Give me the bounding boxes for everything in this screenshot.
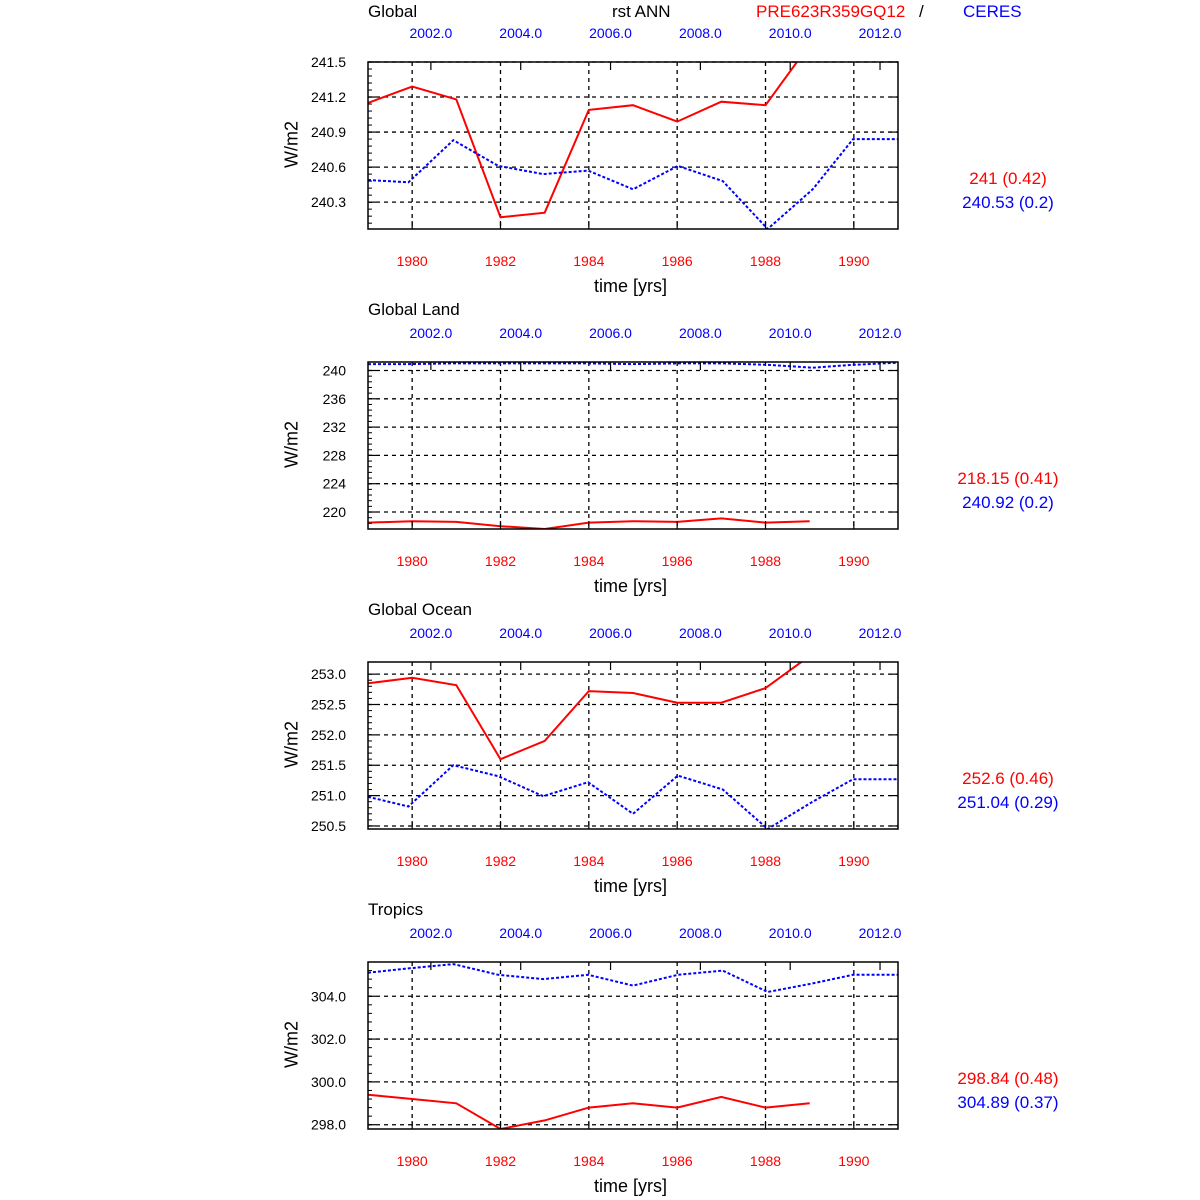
x-axis-label: time [yrs] xyxy=(594,576,668,596)
obs-x-tick-label: 2008.0 xyxy=(678,925,722,941)
y-tick-label: 302.0 xyxy=(310,1031,346,1048)
model-x-tick-label: 1984 xyxy=(573,1153,605,1169)
obs-x-tick-label: 2008.0 xyxy=(678,25,722,41)
model-x-tick-label: 1980 xyxy=(396,553,428,569)
obs-x-tick-label: 2006.0 xyxy=(589,625,632,641)
obs-x-tick-label: 2002.0 xyxy=(409,625,453,641)
model-x-tick-label: 1988 xyxy=(749,853,782,869)
y-tick-label: 220 xyxy=(322,504,346,521)
obs-x-tick-label: 2004.0 xyxy=(499,25,543,41)
obs-x-tick-label: 2002.0 xyxy=(409,25,453,41)
model-x-tick-label: 1982 xyxy=(484,253,517,269)
model-x-tick-label: 1988 xyxy=(749,253,782,269)
model-x-tick-label: 1990 xyxy=(838,853,870,869)
obs-x-tick-label: 2010.0 xyxy=(768,25,812,41)
obs-x-tick-label: 2012.0 xyxy=(858,325,902,341)
model-x-tick-label: 1986 xyxy=(661,253,693,269)
chart-panel xyxy=(0,600,1200,900)
model-x-tick-label: 1982 xyxy=(484,853,517,869)
y-tick-label: 240.3 xyxy=(310,194,346,211)
plot-frame xyxy=(368,62,898,229)
obs-x-tick-label: 2008.0 xyxy=(678,325,722,341)
x-axis-label: time [yrs] xyxy=(594,876,668,896)
y-axis-label: W/m2 xyxy=(281,121,302,168)
obs-x-tick-label: 2004.0 xyxy=(499,625,543,641)
obs-series-line xyxy=(368,964,898,992)
model-x-tick-label: 1980 xyxy=(396,1153,428,1169)
model-x-tick-label: 1982 xyxy=(484,553,517,569)
y-tick-label: 232 xyxy=(322,419,346,436)
model-stat: 218.15 (0.41) xyxy=(957,469,1059,488)
obs-x-tick-label: 2006.0 xyxy=(589,325,632,341)
y-tick-label: 240.9 xyxy=(310,124,346,141)
model-x-tick-label: 1990 xyxy=(838,1153,870,1169)
y-tick-label: 228 xyxy=(322,447,346,464)
model-x-tick-label: 1982 xyxy=(484,1153,517,1169)
y-axis-label: W/m2 xyxy=(281,421,302,468)
obs-x-tick-label: 2012.0 xyxy=(858,925,902,941)
model-x-tick-label: 1990 xyxy=(838,253,870,269)
y-tick-label: 304.0 xyxy=(310,988,346,1005)
model-x-tick-label: 1986 xyxy=(661,853,693,869)
obs-x-tick-label: 2004.0 xyxy=(499,325,543,341)
y-tick-label: 240 xyxy=(322,362,346,379)
chart-svg xyxy=(0,900,1200,1200)
x-axis-label: time [yrs] xyxy=(594,1176,668,1196)
plot-frame xyxy=(368,362,898,529)
header-obs-name: CERES xyxy=(963,2,1022,21)
model-x-tick-label: 1984 xyxy=(573,253,605,269)
chart-svg xyxy=(0,600,1200,900)
y-tick-label: 300.0 xyxy=(310,1073,346,1090)
y-tick-label: 298.0 xyxy=(310,1116,346,1133)
obs-series-line xyxy=(368,139,898,229)
model-x-tick-label: 1986 xyxy=(661,1153,693,1169)
chart-panel xyxy=(0,300,1200,600)
obs-x-tick-label: 2006.0 xyxy=(589,925,632,941)
obs-x-tick-label: 2012.0 xyxy=(858,625,902,641)
obs-x-tick-label: 2010.0 xyxy=(768,625,812,641)
y-tick-label: 241.2 xyxy=(310,89,346,106)
obs-x-tick-label: 2002.0 xyxy=(409,325,453,341)
model-x-tick-label: 1984 xyxy=(573,553,605,569)
y-tick-label: 253.0 xyxy=(310,666,346,683)
model-x-tick-label: 1986 xyxy=(661,553,693,569)
obs-series-line xyxy=(368,363,898,368)
obs-series-line xyxy=(368,765,898,829)
x-axis-label: time [yrs] xyxy=(594,276,668,296)
model-x-tick-label: 1980 xyxy=(396,253,428,269)
obs-x-tick-label: 2010.0 xyxy=(768,925,812,941)
obs-x-tick-label: 2004.0 xyxy=(499,925,543,941)
y-tick-label: 252.0 xyxy=(310,726,346,743)
model-x-tick-label: 1984 xyxy=(573,853,605,869)
obs-stat: 240.53 (0.2) xyxy=(962,193,1054,212)
header-left-title: Global xyxy=(368,2,418,21)
y-tick-label: 236 xyxy=(322,390,346,407)
chart-svg xyxy=(0,0,1200,300)
model-x-tick-label: 1980 xyxy=(396,853,428,869)
model-x-tick-label: 1988 xyxy=(749,553,782,569)
model-x-tick-label: 1988 xyxy=(749,1153,782,1169)
y-tick-label: 240.6 xyxy=(310,159,346,176)
obs-stat: 240.92 (0.2) xyxy=(962,493,1054,512)
obs-x-tick-label: 2010.0 xyxy=(768,325,812,341)
model-stat: 252.6 (0.46) xyxy=(962,769,1054,788)
y-tick-label: 241.5 xyxy=(310,54,346,70)
y-tick-label: 250.5 xyxy=(310,817,346,834)
y-tick-label: 252.5 xyxy=(310,696,346,713)
obs-x-tick-label: 2008.0 xyxy=(678,625,722,641)
header-case-name: PRE623R359GQ12 xyxy=(756,2,906,21)
y-tick-label: 251.5 xyxy=(310,757,346,774)
panel-title: Global Ocean xyxy=(368,600,472,619)
y-tick-label: 251.0 xyxy=(310,787,346,804)
chart-svg xyxy=(0,300,1200,600)
model-stat: 241 (0.42) xyxy=(969,169,1047,188)
obs-x-tick-label: 2012.0 xyxy=(858,25,902,41)
header-center-title: rst ANN xyxy=(612,2,671,21)
panel-title: Tropics xyxy=(368,900,424,919)
model-stat: 298.84 (0.48) xyxy=(957,1069,1059,1088)
obs-x-tick-label: 2002.0 xyxy=(409,925,453,941)
y-axis-label: W/m2 xyxy=(281,721,302,768)
chart-panel xyxy=(0,900,1200,1200)
plot-frame xyxy=(368,662,898,829)
obs-x-tick-label: 2006.0 xyxy=(589,25,632,41)
obs-stat: 304.89 (0.37) xyxy=(957,1093,1059,1112)
obs-stat: 251.04 (0.29) xyxy=(957,793,1059,812)
y-tick-label: 224 xyxy=(322,475,346,492)
y-axis-label: W/m2 xyxy=(281,1021,302,1068)
chart-panel xyxy=(0,0,1200,300)
panel-title: Global Land xyxy=(368,300,460,319)
header-separator: / xyxy=(919,2,924,21)
model-x-tick-label: 1990 xyxy=(838,553,870,569)
